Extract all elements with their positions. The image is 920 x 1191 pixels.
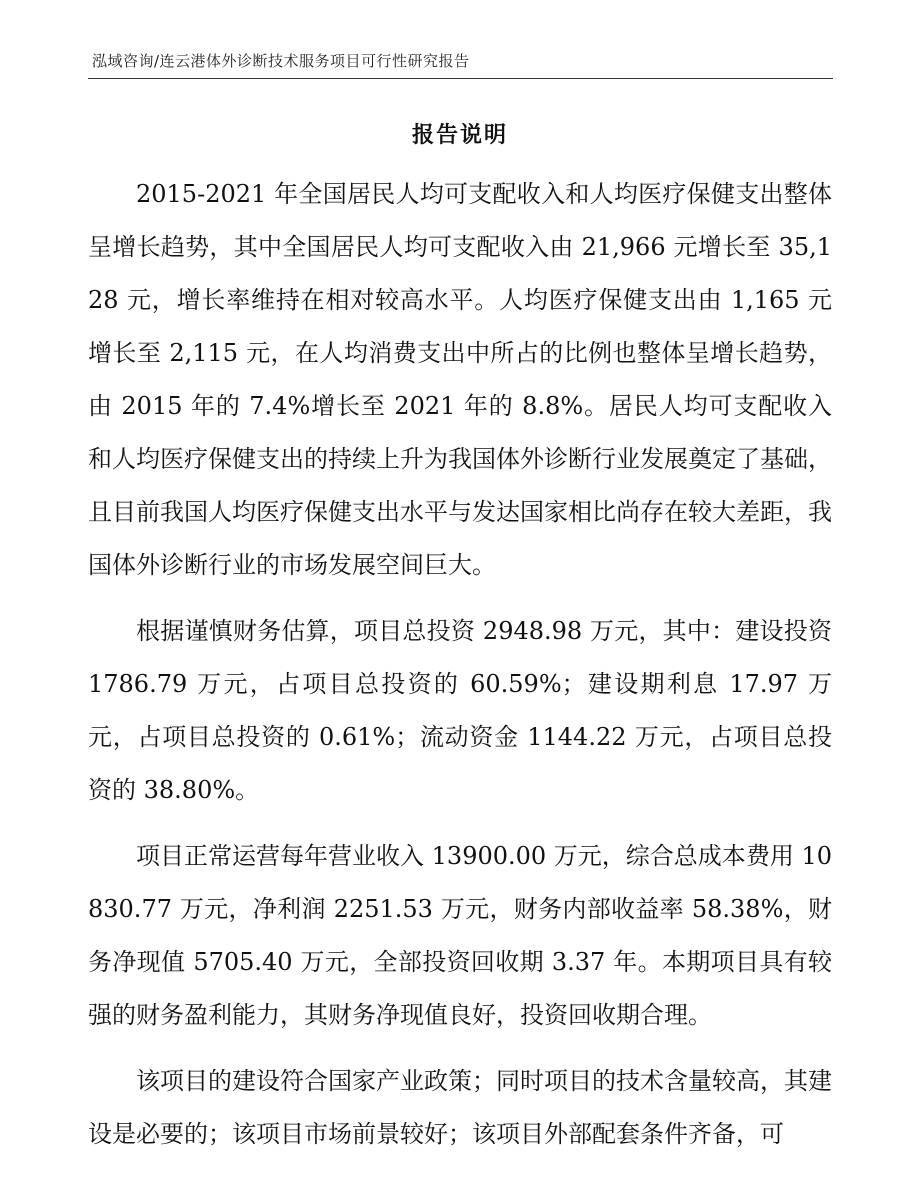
- document-body: [88, 168, 832, 1174]
- running-header: 泓域咨询/连云港体外诊断技术服务项目可行性研究报告: [92, 52, 470, 70]
- paragraph-conclusion: 该项目的建设符合国家产业政策；同时项目的技术含量较高，其建设是必要的；该项目市场前景较好；该项目外部配套条件齐备，可: [88, 1067, 832, 1148]
- paragraph-investment-estimate: 根据谨慎财务估算，项目总投资 2948.98 万元，其中：建设投资 1786.79 万元，占项目总投资的 60.59%；建设期利息 17.97 万元，占项目总投资的 0.61%；流动资金 1144.22 万元，占项目总投资的 38.80%。: [88, 617, 832, 804]
- paragraph-income-trend: 2015-2021 年全国居民人均可支配收入和人均医疗保健支出整体呈增长趋势，其中全国居民人均可支配收入由 21,966 元增长至 35,128 元，增长率维持在相对较高水平。人均医疗保健支出由 1,165 元增长至 2,115 元，在人均消费支出中所占的比例也整体呈增长趋势，由 2015 年的 7.4%增长至 2021 年的 8.8%。居民人均可支配收入和人均医疗保健支出的持续上升为我国体外诊断行业发展奠定了基础，且目前我国人均医疗保健支出水平与发达国家相比尚存在较大差距，我国体外诊断行业的市场发展空间巨大。: [88, 180, 832, 579]
- paragraph-operating-results: 项目正常运营每年营业收入 13900.00 万元，综合总成本费用 10830.77 万元，净利润 2251.53 万元，财务内部收益率 58.38%，财务净现值 5705.40 万元，全部投资回收期 3.37 年。本期项目具有较强的财务盈利能力，其财务净现值良好，投资回收期合理。: [88, 842, 832, 1029]
- page-title: 报告说明: [411, 123, 508, 148]
- header-rule: [88, 78, 833, 79]
